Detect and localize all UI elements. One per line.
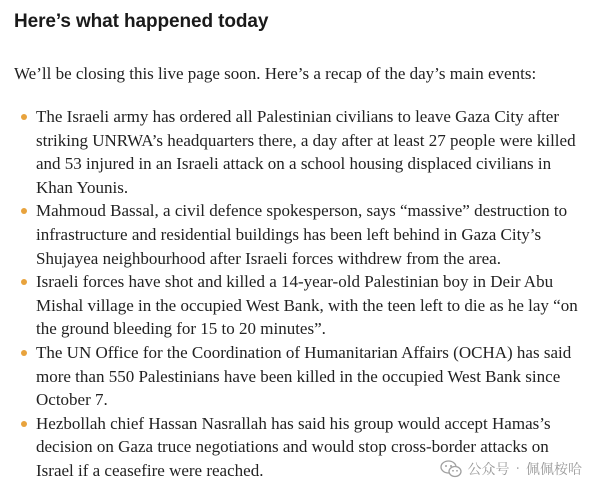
list-item	[14, 199, 586, 270]
event-text: Mahmoud Bassal, a civil defence spokesperson, says “massive” destruction to infrastructure and residential buildings has been left behind in Gaza City’s Shujayea neighbourhood after Israeli forces withdrew from the area.	[36, 201, 568, 268]
wechat-icon	[440, 460, 462, 478]
event-text: Israeli forces have shot and killed a 14-year-old Palestinian boy in Deir Abu Mishal village in the occupied West Bank, with the teen left to die as he lay “on the ground bleeding for 15 to 20 minutes”.	[36, 272, 578, 339]
bullet-icon	[21, 208, 27, 214]
event-text: Hezbollah chief Hassan Nasrallah has said his group would accept Hamas’s decision on Gaza truce negotiations and would stop cross-border attacks on Israel if a ceasefire were reached.	[36, 413, 551, 480]
events-list	[14, 105, 586, 483]
watermark-account: 佩佩桉哈	[526, 462, 582, 478]
wechat-watermark	[436, 457, 586, 481]
bullet-icon	[21, 114, 27, 120]
list-item	[14, 105, 586, 199]
bullet-icon	[21, 421, 27, 427]
bullet-icon	[21, 350, 27, 356]
list-item	[14, 341, 586, 412]
event-text: The Israeli army has ordered all Palestinian civilians to leave Gaza City after striking UNRWA’s headquarters there, a day after at least 27 people were killed and 53 injured in an Israeli attack on a school housing displaced civilians in Khan Younis.	[36, 107, 576, 197]
bullet-icon	[21, 279, 27, 285]
watermark-platform: 公众号	[467, 462, 510, 478]
list-item	[14, 270, 586, 341]
recap-intro: We’ll be closing this live page soon. Here’s a recap of the day’s main events:	[14, 64, 537, 83]
recap-headline: Here’s what happened today	[14, 11, 269, 32]
watermark-separator: ·	[515, 461, 520, 477]
event-text: The UN Office for the Coordination of Humanitarian Affairs (OCHA) has said more than 550 Palestinians have been killed in the occupied West Bank since October 7.	[36, 342, 572, 410]
